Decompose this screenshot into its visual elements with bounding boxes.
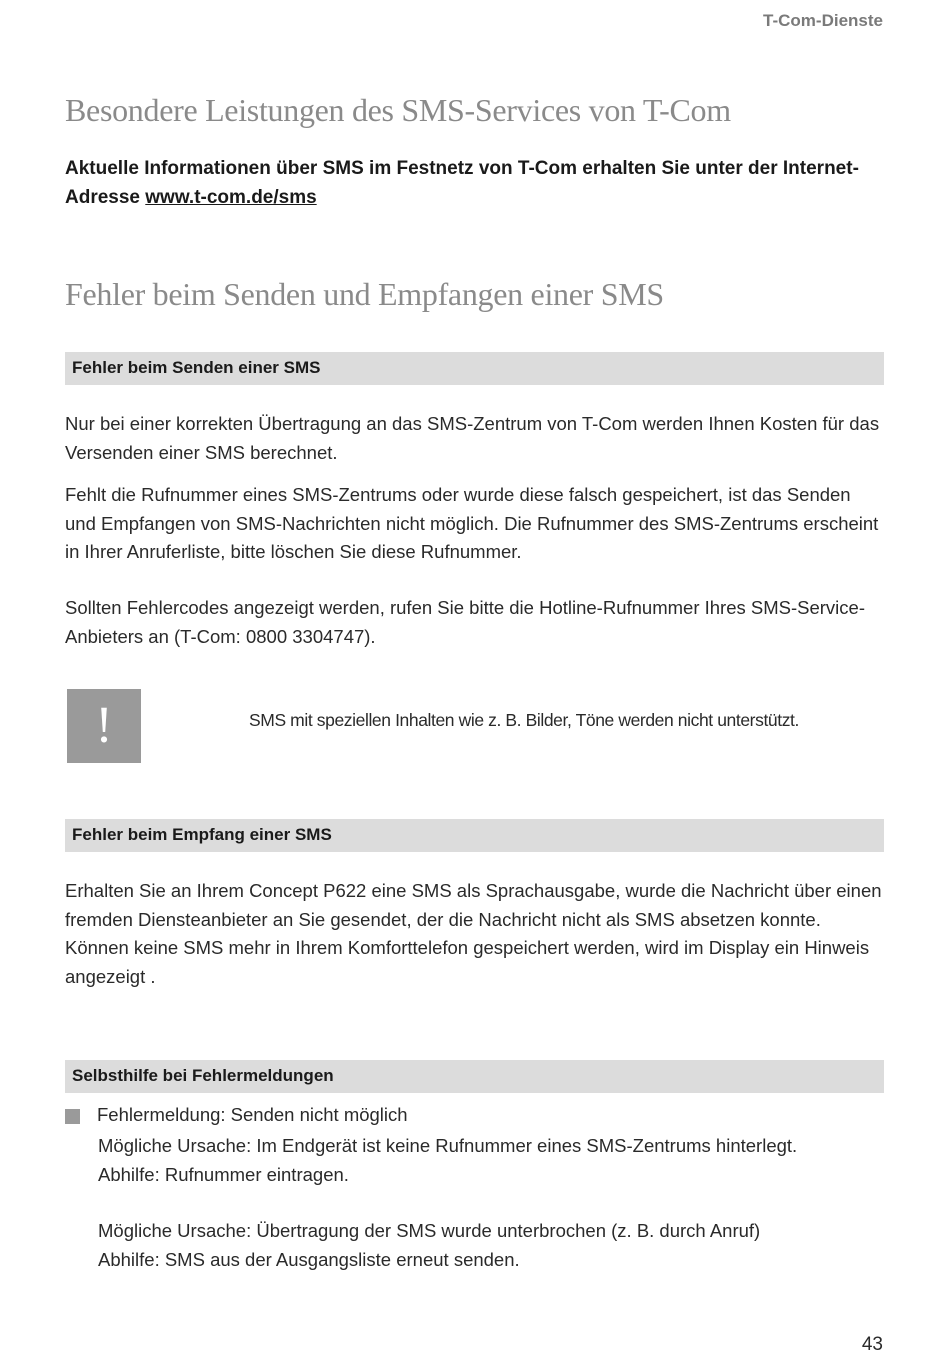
case-2-cause: Mögliche Ursache: Übertragung der SMS wurde unterbrochen (z. B. durch Anruf) [98,1220,761,1241]
running-header: T-Com-Dienste [763,11,883,30]
subheading-selfhelp: Selbsthilfe bei Fehlermeldungen [72,1066,334,1085]
case-2-fix: Abhilfe: SMS aus der Ausgangsliste erneut senden. [98,1249,520,1270]
subheading-bar-receive [65,819,884,852]
section-title-errors: Fehler beim Senden und Empfangen einer SMS [65,276,664,312]
send-paragraph-3: Sollten Fehlercodes angezeigt werden, rufen Sie bitte die Hotline-Rufnummer Ihres SMS-Service-Anbieters an (T-Com: 0800 3304747). [65,597,865,647]
subheading-bar-selfhelp [65,1060,884,1093]
send-paragraph-2: Fehlt die Rufnummer eines SMS-Zentrums oder wurde diese falsch gespeichert, ist das Senden und Empfangen von SMS-Nachrichten nicht möglich. Die Rufnummer des SMS-Zentrums erscheint in Ihrer Anruferliste, bitte löschen Sie diese Rufnummer. [65,484,879,562]
case-1-fix: Abhilfe: Rufnummer eintragen. [98,1164,349,1185]
exclamation-icon: ! [67,689,141,763]
receive-paragraph: Erhalten Sie an Ihrem Concept P622 eine SMS als Sprachausgabe, wurde die Nachricht über einen fremden Diensteanbieter an Sie gesendet, der die Nachricht nicht als SMS absetzen konnte. Können keine SMS mehr in Ihrem Komforttelefon gespeichert werden, wird im Display ein Hinweis angezeigt . [65,880,882,987]
case-1-cause: Mögliche Ursache: Im Endgerät ist keine Rufnummer eines SMS-Zentrums hinterlegt. [98,1135,798,1156]
subheading-bar-send [65,352,884,385]
intro-paragraph [65,154,885,212]
section-title-services: Besondere Leistungen des SMS-Services von T-Com [65,92,731,128]
bullet-square-icon [65,1109,80,1124]
subheading-send: Fehler beim Senden einer SMS [72,358,321,377]
subheading-receive: Fehler beim Empfang einer SMS [72,825,332,844]
page-number: 43 [861,1334,883,1355]
error-message-title: Fehlermeldung: Senden nicht möglich [97,1104,408,1125]
intro-text: Aktuelle Informationen über SMS im Festnetz von T-Com erhalten Sie unter der Internet-Adresse [65,158,859,208]
note-text: SMS mit speziellen Inhalten wie z. B. Bilder, Töne werden nicht unterstützt. [249,710,799,730]
send-paragraph-1: Nur bei einer korrekten Übertragung an das SMS-Zentrum von T-Com werden Ihnen Kosten für das Versenden einer SMS berechnet. [65,413,880,463]
tcom-sms-link[interactable]: www.t-com.de/sms [145,187,317,208]
